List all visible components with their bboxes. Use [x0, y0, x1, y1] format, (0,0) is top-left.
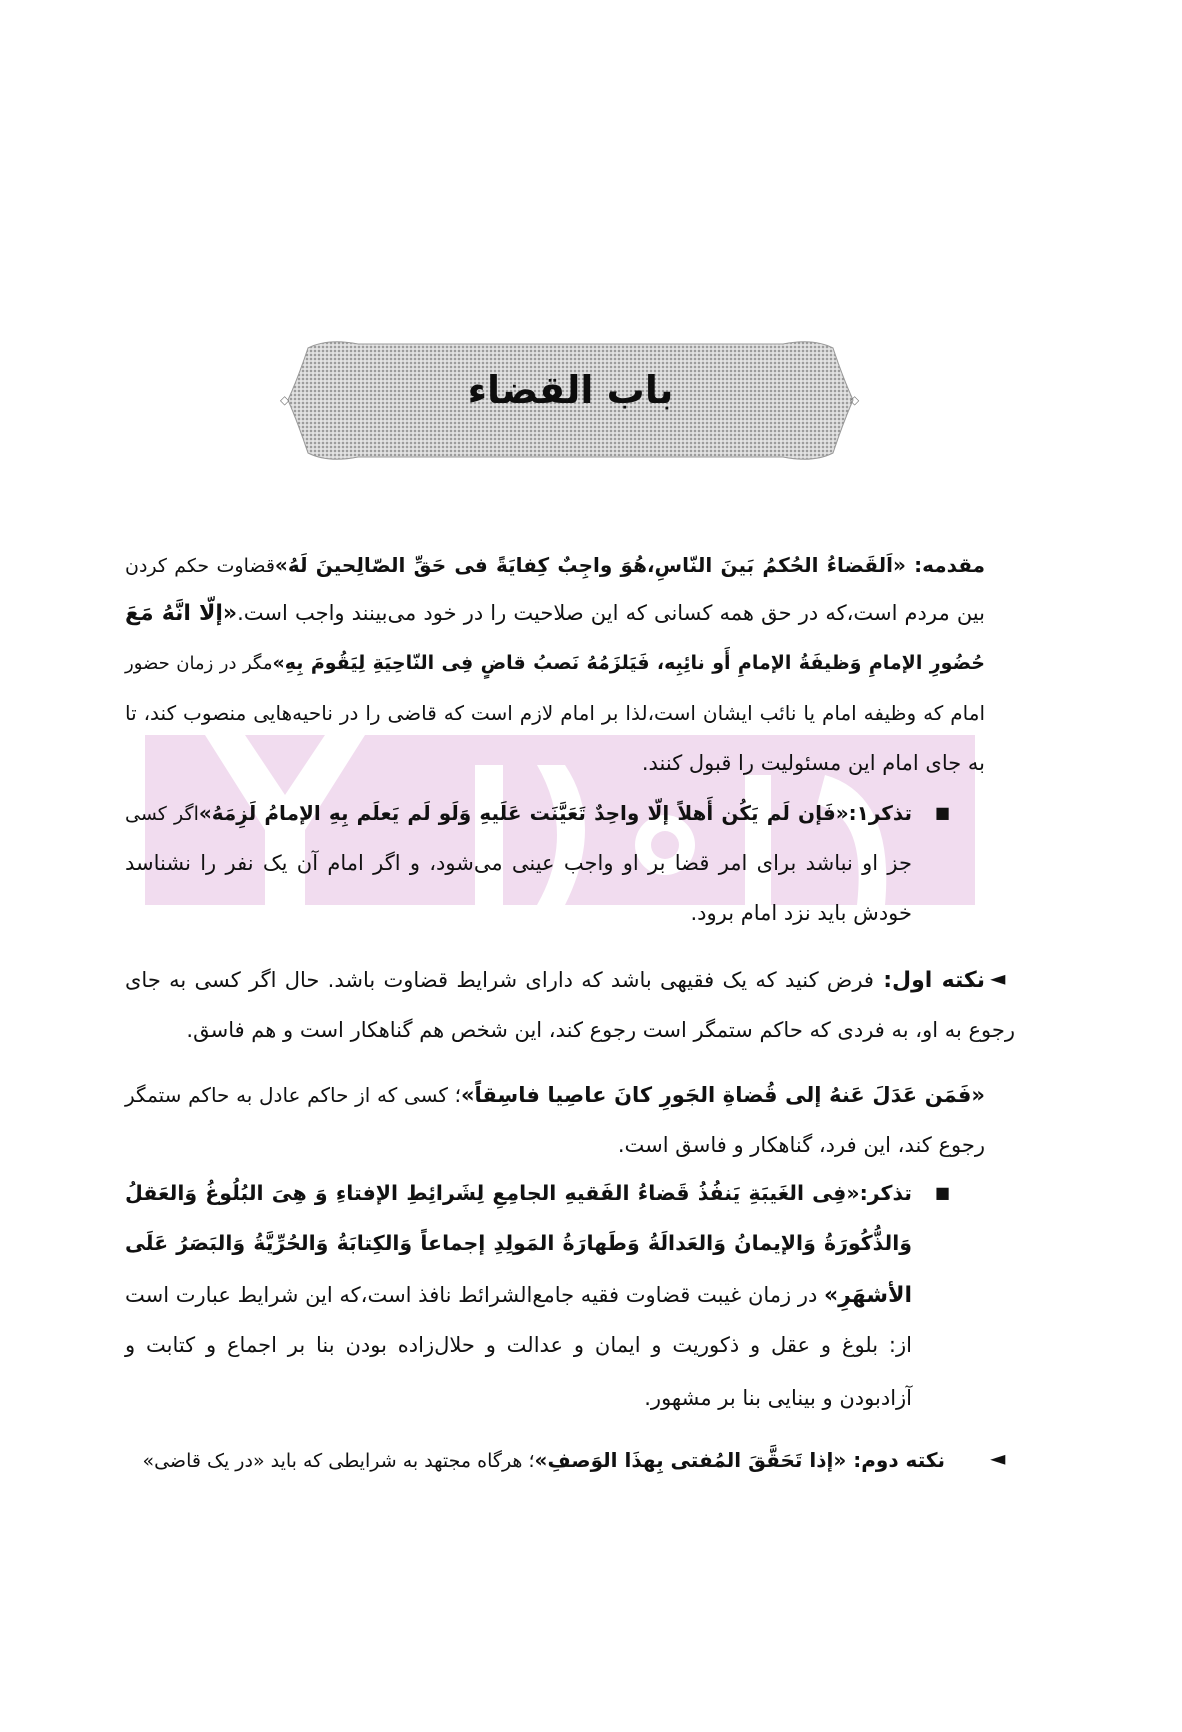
- persian-text: از: بلوغ و عقل و ذکوریت و ایمان و عدالت و حلال‌زاده بودن بنا بر اجماع و کتابت و: [125, 1333, 912, 1357]
- text-line: [125, 1173, 912, 1215]
- arabic-quote: «اَلقَضاءُ الحُکمُ بَینَ النّاسِ،هُوَ واجِبٌ کِفایَةً فی حَقِّ الصّالِحینَ لَهُ»: [274, 553, 906, 577]
- persian-text: رجوع کند، این فرد، گناهکار و فاسق است.: [617, 1133, 985, 1157]
- chapter-title: باب القضاء: [467, 368, 674, 412]
- text-line: [125, 1440, 945, 1482]
- text-line: [125, 1378, 912, 1420]
- text-line: [125, 843, 912, 885]
- persian-text: رجوع به او، به فردی که حاکم ستمگر است رجوع کند، این شخص هم گناهکار است و هم فاسق.: [186, 1018, 1015, 1042]
- persian-text: جز او نباشد برای امر قضا بر او واجب عینی می‌شود، و اگر امام آن یک نفر را نشناسد: [125, 851, 912, 875]
- persian-text: مگر در زمان حضور: [125, 653, 273, 674]
- arabic-quote: وَالذُّکُورَةُ وَالإیمانُ وَالعَدالَةُ وَطَهارَةُ المَولِدِ إجماعاً وَالکِتابَةُ وَالحُرِّیَّةُ وَالبَصَرُ عَلَی: [125, 1231, 912, 1255]
- persian-text: خودش باید نزد امام برود.: [690, 901, 912, 925]
- arabic-quote: «فَمَن عَدَلَ عَنهُ إلی قُضاةِ الجَورِ کانَ عاصِیا فاسِقاً»: [460, 1083, 985, 1107]
- arabic-quote: الأشهَرِ»: [824, 1283, 912, 1308]
- persian-text: اگر کسی: [125, 803, 199, 825]
- text-line: [125, 1075, 985, 1117]
- text-line: [125, 1125, 985, 1167]
- text-line: [125, 743, 985, 785]
- text-line: [125, 643, 985, 685]
- persian-text: قضاوت حکم کردن: [125, 555, 275, 577]
- persian-text: ؛ هرگاه مجتهد به شرایطی که باید «در یک قاضی»: [142, 1450, 535, 1472]
- persian-text: امام که وظیفه امام یا نائب ایشان است،لذا بر امام لازم است که قاضی را در ناحیه‌هایی منصوب کند، تا: [125, 701, 985, 725]
- arabic-quote: نکته اول:: [873, 968, 985, 993]
- text-line: [125, 1223, 912, 1265]
- text-line: [125, 960, 985, 1002]
- text-line: [125, 593, 985, 635]
- text-line: [125, 1325, 912, 1367]
- svg-text:◇: ◇: [280, 393, 290, 407]
- persian-text: آزادبودن و بینایی بنا بر مشهور.: [644, 1386, 912, 1410]
- text-line: [125, 1275, 912, 1317]
- arabic-quote: حُضُورِ الإمامِ وَظیفَةُ الإمامِ أَو نائِبِه، فَیَلزَمُهُ نَصبُ قاضٍ فِی النّاحِیَةِ لِیَقُومَ بِهِ»: [272, 652, 985, 674]
- text-line: [125, 545, 985, 587]
- bullet-icon: ■: [935, 803, 951, 822]
- pointer-icon: ◄: [990, 966, 1006, 990]
- bullet-icon: ■: [935, 1183, 951, 1202]
- arabic-quote: تذکر۱:«فَإن لَم یَکُن أَهلاً إلّا واحِدٌ تَعَیَّنَت عَلَیهِ وَلَو لَم یَعلَم بِهِ الإمامُ لَزِمَهُ»: [198, 801, 912, 825]
- text-line: [125, 793, 912, 835]
- arabic-quote: «إلّا انَّهُ مَعَ: [125, 601, 238, 626]
- text-line: [125, 693, 985, 735]
- pointer-icon: ◄: [990, 1446, 1006, 1470]
- text-line: [125, 893, 912, 935]
- persian-text: فرض کنید که یک فقیهی باشد که دارای شرایط قضاوت باشد. حال اگر کسی به جای: [125, 968, 874, 992]
- persian-text: بین مردم است،که در حق همه کسانی که این صلاحیت را در خود می‌بینند واجب است.: [237, 601, 985, 625]
- persian-text: به جای امام این مسئولیت را قبول کنند.: [641, 751, 985, 775]
- persian-text: در زمان غیبت قضاوت فقیه جامع‌الشرائط نافذ است،که این شرایط عبارت است: [125, 1283, 825, 1307]
- arabic-quote: تذکر:«فِی الغَیبَةِ یَنفُذُ قَضاءُ الفَقیهِ الجامِعِ لِشَرائِطِ الإفتاءِ وَ هِیَ البُلُوغُ وَالعَقلُ: [125, 1181, 912, 1205]
- text-line: [125, 1010, 1015, 1052]
- arabic-quote: نکته دوم:: [846, 1448, 945, 1472]
- arabic-quote: مقدمه:: [905, 553, 985, 577]
- persian-text: ؛ کسی که از حاکم عادل به حاکم ستمگر: [125, 1083, 461, 1107]
- arabic-quote: «إذا تَحَقَّقَ المُفتی بِهذَا الوَصفِ»: [534, 1448, 847, 1472]
- svg-text:◇: ◇: [850, 393, 860, 407]
